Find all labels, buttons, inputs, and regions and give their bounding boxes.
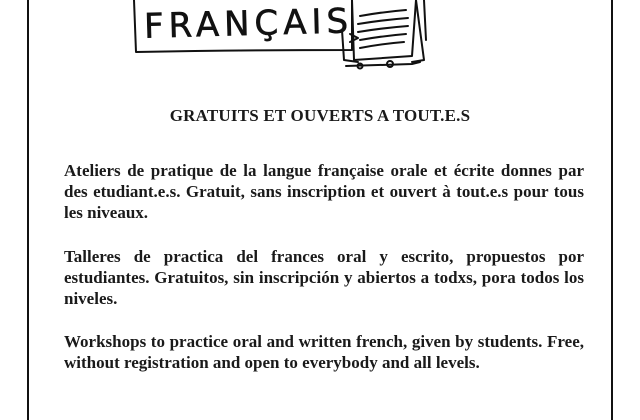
cover-title: FRANÇAIS [143,1,354,47]
paragraph-french: Ateliers de pratique de la langue française orale et écrite donnes par des etudiant.e.s. Gratuit, sans inscription et ouvert à tout.e.s pour tous les niveaux. [64,161,584,222]
right-border [611,0,613,420]
left-border [27,0,29,420]
paragraph-english: Workshops to practice oral and written french, given by students. Free, without registration and open to everybody and all levels. [64,332,584,372]
book-illustration-icon [120,0,520,78]
paragraph-spanish: Talleres de practica del frances oral y escrito, propuestos por estudiantes. Gratuitos, sin inscripción y abiertos a todxs, pora todos los niveles. [64,247,584,308]
subtitle-heading: GRATUITS ET OUVERTS A TOUT.E.S [169,106,471,125]
